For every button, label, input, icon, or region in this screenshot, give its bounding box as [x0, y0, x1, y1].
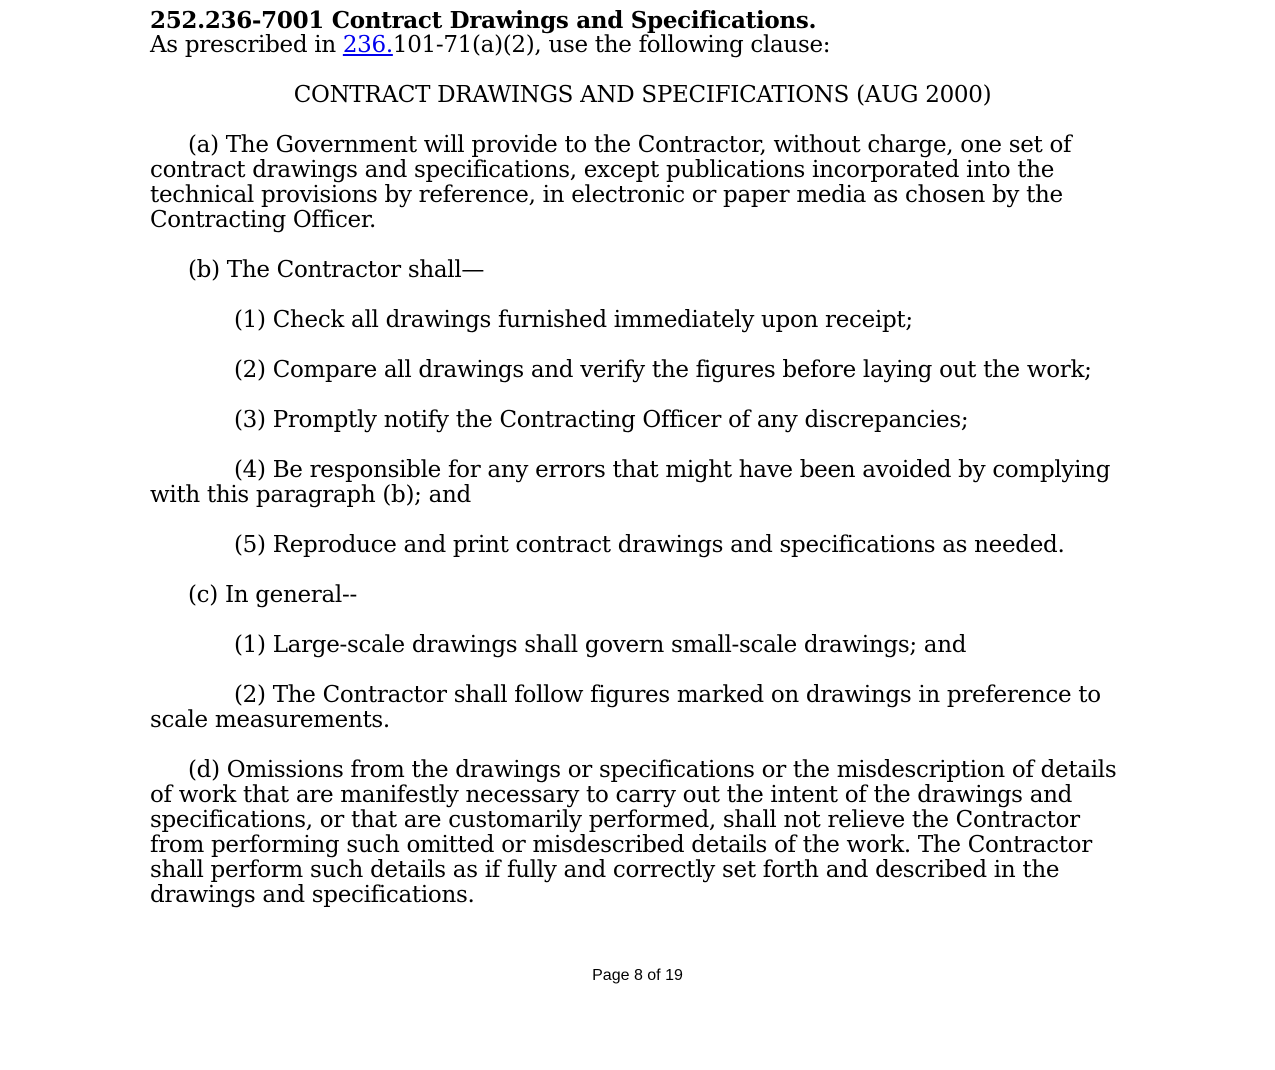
document-page: [150, 8, 1135, 908]
prescription-text-before: As prescribed in: [150, 32, 343, 58]
paragraph-b-1: (1) Check all drawings furnished immediately upon receipt;: [234, 307, 913, 333]
prescription-text-after: 101-71(a)(2), use the following clause:: [392, 32, 831, 58]
paragraph-c-1: (1) Large-scale drawings shall govern small-scale drawings; and: [234, 632, 967, 658]
paragraph-b-5: (5) Reproduce and print contract drawings and specifications as needed.: [234, 532, 1065, 558]
paragraph-c: (c) In general--: [188, 582, 357, 608]
paragraph-b-3: (3) Promptly notify the Contracting Officer of any discrepancies;: [234, 407, 969, 433]
paragraph-b: (b) The Contractor shall—: [188, 257, 485, 283]
paragraph-b-2: (2) Compare all drawings and verify the figures before laying out the work;: [234, 357, 1092, 383]
paragraph-c-2: (2) The Contractor shall follow figures marked on drawings in preference to scale measurements.: [150, 682, 1101, 733]
paragraph-b-4: (4) Be responsible for any errors that might have been avoided by complying with this paragraph (b); and: [150, 457, 1111, 508]
paragraph-a: (a) The Government will provide to the Contractor, without charge, one set of contract drawings and specifications, except publications incorporated into the technical provisions by reference, in electronic or paper media as chosen by the Contracting Officer.: [150, 132, 1072, 233]
page-number: Page 8 of 19: [592, 967, 683, 984]
prescription-line: [150, 33, 1135, 58]
section-heading: 252.236-7001 Contract Drawings and Specifications.: [150, 7, 817, 34]
paragraph-d: (d) Omissions from the drawings or specifications or the misdescription of details of work that are manifestly necessary to carry out the intent of the drawings and specifications, or that are customarily performed, shall not relieve the Contractor from performing such omitted or misdescribed details of the work. The Contractor shall perform such details as if fully and correctly set forth and described in the drawings and specifications.: [150, 757, 1117, 908]
section-236-link[interactable]: 236.: [342, 32, 393, 58]
clause-title: CONTRACT DRAWINGS AND SPECIFICATIONS (AUG 2000): [293, 82, 992, 108]
